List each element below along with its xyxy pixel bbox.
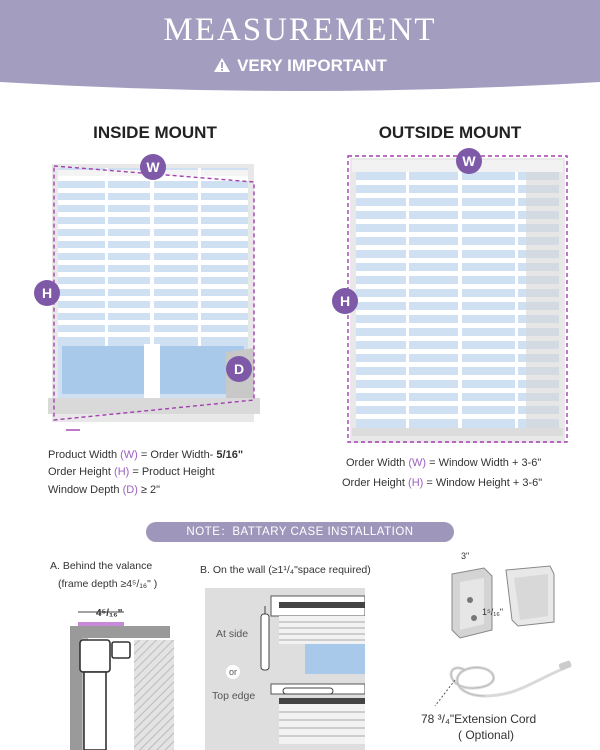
extension-cord-optional: ( Optional) <box>458 728 515 742</box>
outside-mount-title: OUTSIDE MOUNT <box>378 123 522 142</box>
inside-spec-width: Product Width (W) = Order Width- 5/16" <box>48 449 244 461</box>
outside-height-badge: H <box>332 288 358 314</box>
inside-spec-depth: Window Depth (D) ≥ 2" <box>48 484 161 496</box>
inside-width-badge: W <box>140 154 166 180</box>
inside-depth-badge: D <box>226 356 252 382</box>
page-subtitle <box>0 56 600 76</box>
note-banner: NOTE：BATTARY CASE INSTALLATION <box>146 522 454 542</box>
bracket-width-dimension: 3" <box>461 551 470 561</box>
page-title: MEASUREMENT <box>163 12 437 48</box>
bracket-illustration <box>440 560 560 640</box>
warning-icon <box>213 57 231 73</box>
inside-mount-title: INSIDE MOUNT <box>93 123 217 142</box>
valance-diagram <box>60 600 180 750</box>
outside-spec-width: Order Width (W) = Window Width + 3-6" <box>346 457 542 469</box>
at-side-label: At side <box>216 628 249 640</box>
extension-cord-illustration <box>425 650 575 712</box>
valance-dimension: 4⁵/₁₆" <box>96 608 123 619</box>
option-b-title: B. On the wall (≥1¹/₄"space required) <box>200 564 371 576</box>
extension-cord-label: 78 ³/₄"Extension Cord <box>421 712 537 726</box>
or-label: or <box>229 667 238 677</box>
inside-mount-illustration <box>30 148 270 438</box>
inside-spec-height: Order Height (H) = Product Height <box>48 466 215 478</box>
outside-spec-height: Order Height (H) = Window Height + 3-6" <box>342 477 543 489</box>
outside-width-badge: W <box>456 148 482 174</box>
top-edge-label: Top edge <box>212 690 256 702</box>
option-a-title: A. Behind the valance <box>50 560 153 572</box>
option-a-depth: (frame depth ≥4⁵/₁₆" ) <box>58 578 158 590</box>
bracket-height-dimension: 1⁵/₁₆" <box>482 607 504 617</box>
very-important-label: VERY IMPORTANT <box>237 56 387 75</box>
inside-height-badge: H <box>34 280 60 306</box>
outside-mount-illustration <box>340 148 575 448</box>
